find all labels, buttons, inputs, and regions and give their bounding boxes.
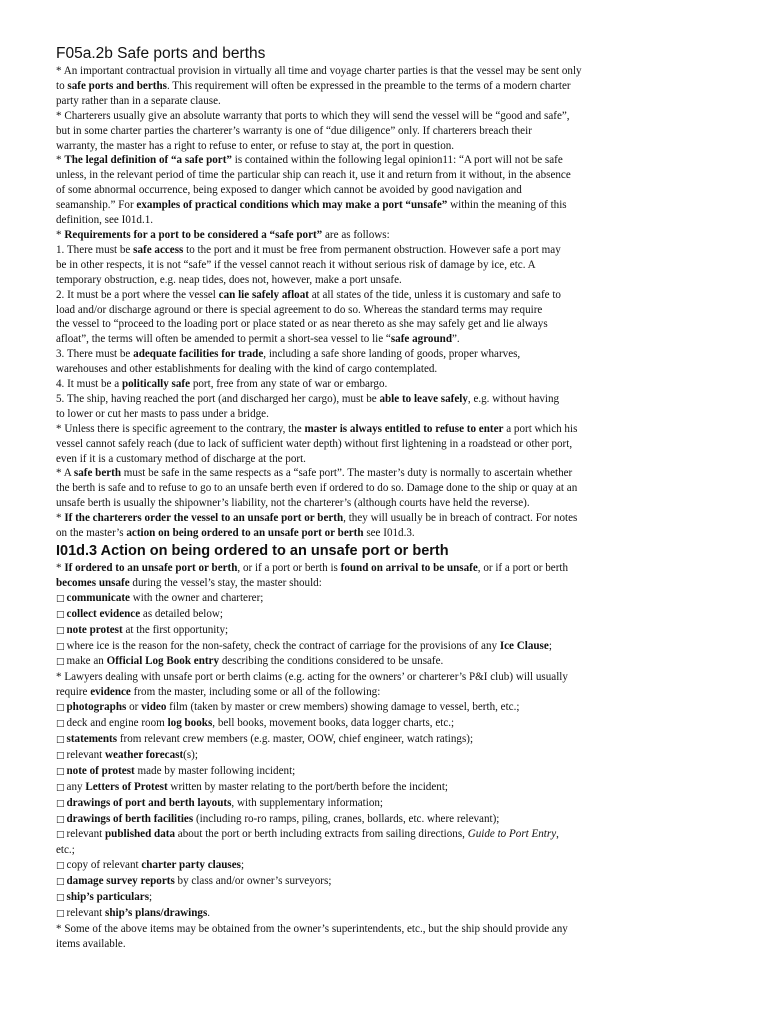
text-line	[56, 639, 656, 655]
text-line	[56, 843, 656, 858]
bold-text: weather forecast	[105, 748, 184, 761]
bullet-box-icon: □	[56, 625, 65, 636]
bullet-box-icon: □	[56, 750, 65, 761]
text-run: definition, see I01d.1.	[56, 214, 154, 227]
text-run: vessel cannot safely reach (due to lack of sufficient water depth) without first lightening in a roadstead or other port,	[56, 437, 573, 450]
bold-text: published data	[105, 828, 176, 841]
text-line	[56, 183, 656, 198]
text-line	[56, 732, 656, 748]
text-line	[56, 407, 656, 422]
text-line	[56, 64, 656, 79]
text-run: , e.g. without having	[467, 392, 560, 405]
text-run: , or if a port or berth	[477, 562, 569, 574]
text-run: * An important contractual provision in virtually all time and voyage charter parties is that the vessel may be sent only	[56, 65, 582, 77]
section-heading-safe-ports: F05a.2b Safe ports and berths	[56, 45, 266, 62]
text-run: must be safe in the same respects as a “safe port”. The master’s duty is normally to ascertain whether	[121, 467, 573, 480]
text-run: the berth is safe and to refuse to go to an unsafe berth even if ordered to do so. Damage done to the ship or quay at an	[56, 482, 578, 495]
text-run: describing the conditions considered to be unsafe.	[219, 655, 444, 668]
text-line	[56, 716, 656, 732]
text-line	[56, 576, 656, 591]
text-line	[56, 827, 656, 843]
text-run: ,	[556, 828, 559, 841]
text-run: * Some of the above items may be obtained from the owner’s superintendents, etc., but the ship should provide any	[56, 922, 568, 935]
text-run: afloat”, the terms will often be amended to permit a short-sea vessel to lie “	[56, 333, 391, 346]
text-line	[56, 94, 656, 109]
bold-text: action on being ordered to an unsafe port or berth	[126, 527, 364, 540]
text-run: *	[56, 228, 65, 241]
text-run: warehouses and other establishments for dealing with the kind of cargo contemplated.	[56, 363, 438, 376]
bullet-box-icon: □	[56, 782, 65, 793]
text-run: 1. There must be	[56, 243, 134, 256]
bold-text: examples of practical conditions which may make a port “unsafe”	[136, 199, 448, 212]
text-line	[56, 906, 656, 922]
text-line	[56, 700, 656, 716]
text-run: etc.;	[56, 844, 75, 857]
bold-text: collect evidence	[66, 607, 141, 620]
text-line	[56, 922, 656, 937]
text-run: require	[56, 686, 91, 699]
text-run: * Charterers usually give an absolute warranty that ports to which they will send the vessel will be “good and safe”,	[56, 109, 570, 122]
text-line	[56, 288, 656, 303]
text-line	[56, 466, 656, 481]
text-run: with the owner and charterer;	[129, 591, 264, 604]
text-line	[56, 812, 656, 828]
bold-text: If ordered to an unsafe port or berth	[64, 562, 238, 574]
text-line	[56, 153, 656, 168]
bullet-box-icon: □	[56, 641, 65, 652]
bold-text: Letters of Protest	[85, 780, 168, 793]
bold-text: charter party clauses	[141, 859, 241, 872]
text-run: film (taken by master or crew members) showing damage to vessel, berth, etc.;	[166, 701, 520, 714]
text-run: 3. There must be	[56, 348, 134, 361]
text-run: , with supplementary information;	[231, 796, 383, 809]
text-run: deck and engine room	[66, 717, 168, 730]
bold-text: becomes unsafe	[56, 576, 130, 589]
text-line	[56, 496, 656, 511]
text-run: to lower or cut her masts to pass under a bridge.	[56, 407, 269, 420]
text-run: to	[56, 79, 68, 92]
text-line	[56, 139, 656, 154]
text-line	[56, 392, 656, 407]
text-line	[56, 198, 656, 213]
text-run: as detailed below;	[140, 607, 224, 620]
text-line	[56, 623, 656, 639]
text-run: even if it is a customary method of discharge at the port.	[56, 452, 306, 465]
text-run: or	[126, 701, 142, 714]
text-line	[56, 748, 656, 764]
text-run: * Unless there is specific agreement to the contrary, the	[56, 422, 305, 435]
text-line	[56, 437, 656, 452]
text-run: (s);	[183, 748, 198, 761]
bullet-box-icon: □	[56, 609, 65, 620]
bold-text: log books	[167, 717, 213, 730]
text-run: *	[56, 512, 65, 525]
text-run: items available.	[56, 937, 126, 950]
text-run: *	[56, 562, 65, 574]
bold-text: politically safe	[121, 378, 191, 391]
text-line	[56, 796, 656, 812]
bold-text: can lie safely afloat	[218, 288, 309, 301]
text-line	[56, 685, 656, 700]
bold-text: communicate	[66, 591, 130, 604]
text-run: , they will usually be in breach of contract. For notes	[343, 512, 578, 525]
text-line	[56, 670, 656, 685]
text-line	[56, 607, 656, 623]
text-run: load and/or discharge aground or there is special agreement to do so. Whereas the standard terms may require	[56, 303, 543, 316]
bullet-box-icon: □	[56, 657, 65, 668]
text-run: , bell books, movement books, data logger charts, etc.;	[212, 717, 455, 730]
bullet-box-icon: □	[56, 798, 65, 809]
text-run: within the meaning of this	[447, 199, 567, 212]
bold-text: adequate facilities for trade	[133, 348, 264, 361]
text-line	[56, 874, 656, 890]
text-run: is contained within the following legal opinion11: “A port will not be safe	[231, 154, 563, 167]
text-run: party rather than in a separate clause.	[56, 94, 221, 107]
text-run: , or if a port or berth is	[237, 562, 341, 574]
bold-text: drawings of berth facilities	[66, 812, 194, 825]
bold-text: Requirements for a port to be considered a “safe port”	[64, 228, 323, 241]
bullet-box-icon: □	[56, 908, 65, 919]
text-run: *	[56, 154, 65, 167]
text-line	[56, 511, 656, 526]
bold-text: video	[141, 701, 167, 714]
text-line	[56, 764, 656, 780]
bold-text: drawings of port and berth layouts	[66, 796, 232, 809]
text-run: ”.	[452, 333, 460, 346]
bold-text: The legal definition of “a safe port”	[64, 154, 232, 167]
text-run: .	[207, 906, 211, 919]
text-run: * A	[56, 467, 74, 480]
bold-text: photographs	[66, 701, 127, 714]
document-page	[56, 44, 656, 952]
text-run: but in some charter parties the charterer’s warranty is one of “due diligence” only. If charterers breach their	[56, 124, 532, 137]
bold-text: If the charterers order the vessel to an unsafe port or berth	[64, 512, 344, 525]
text-run: ;	[548, 639, 552, 652]
text-run: relevant	[66, 828, 106, 841]
bold-text: evidence	[90, 686, 131, 699]
text-run: where ice is the reason for the non-safety, check the contract of carriage for the provisions of any	[66, 639, 500, 652]
bullet-box-icon: □	[56, 877, 65, 888]
text-run: at the first opportunity;	[122, 623, 229, 636]
text-run: a port which his	[503, 422, 578, 435]
bold-text: safe ports and berths	[67, 79, 167, 92]
text-line	[56, 561, 656, 576]
text-run: temporary obstruction, e.g. neap tides, does not, however, make a port unsafe.	[56, 273, 402, 286]
text-run: unless, in the relevant period of time the particular ship can reach it, use it and return from it without, in the absence	[56, 169, 571, 182]
text-line	[56, 422, 656, 437]
text-line	[56, 332, 656, 347]
bullet-box-icon: □	[56, 814, 65, 825]
italic-text: Guide to Port Entry	[467, 828, 557, 841]
section-heading-unsafe-port-action: I01d.3 Action on being ordered to an unsafe port or berth	[56, 543, 449, 559]
text-line	[56, 858, 656, 874]
text-line	[56, 303, 656, 318]
text-line	[56, 937, 656, 952]
text-line	[56, 168, 656, 183]
text-run: unsafe berth is usually the shipowner’s liability, not the charterer’s (although courts have held the reverse).	[56, 497, 530, 510]
bold-text: note protest	[66, 623, 123, 636]
text-run: . This requirement will often be expressed in the preamble to the terms of a modern charter	[166, 79, 571, 92]
text-run: 4. It must be a	[56, 378, 122, 391]
text-run: copy of relevant	[66, 859, 142, 872]
bold-text: damage survey reports	[66, 875, 175, 888]
text-line	[56, 109, 656, 124]
text-line	[56, 591, 656, 607]
text-run: on the master’s	[56, 527, 127, 540]
text-run: from the master, including some or all of the following:	[130, 686, 381, 699]
bold-text: note of protest	[66, 764, 135, 777]
bold-text: found on arrival to be unsafe	[340, 562, 478, 574]
text-run: make an	[66, 655, 107, 668]
text-run: at all states of the tide, unless it is customary and safe to	[308, 288, 561, 301]
text-line	[56, 273, 656, 288]
text-run: written by master relating to the port/berth before the incident;	[167, 780, 448, 793]
bold-text: safe aground	[390, 333, 452, 346]
text-run: be in other respects, it is not “safe” if the vessel cannot reach it without serious risk of damage by ice, etc. A	[56, 258, 536, 271]
text-run: warranty, the master has a right to refuse to enter, or refuse to stay at, the port in question.	[56, 139, 455, 152]
text-run: of some abnormal occurrence, being exposed to danger which cannot be avoided by good navigation and	[56, 184, 522, 197]
bullet-box-icon: □	[56, 893, 65, 904]
text-run: made by master following incident;	[134, 764, 296, 777]
text-line	[56, 317, 656, 332]
section-body-unsafe-port-action	[56, 561, 656, 952]
bold-text: Official Log Book entry	[106, 655, 220, 668]
text-run: about the port or berth including extracts from sailing directions,	[175, 828, 468, 841]
text-line	[56, 362, 656, 377]
text-line	[56, 124, 656, 139]
text-run: any	[66, 780, 86, 793]
text-run: seamanship.” For	[56, 199, 137, 212]
text-run: 2. It must be a port where the vessel	[56, 288, 219, 301]
text-line	[56, 228, 656, 243]
text-run: * Lawyers dealing with unsafe port or berth claims (e.g. acting for the owners’ or charterer’s P&I club) will usually	[56, 671, 568, 684]
text-run: from relevant crew members (e.g. master, OOW, chief engineer, watch ratings);	[117, 732, 474, 745]
text-run: 5. The ship, having reached the port (and discharged her cargo), must be	[56, 392, 380, 405]
bold-text: Ice Clause	[499, 639, 549, 652]
bold-text: master is always entitled to refuse to enter	[304, 422, 504, 435]
text-run: ;	[149, 891, 153, 904]
text-line	[56, 481, 656, 496]
text-run: are as follows:	[322, 228, 390, 241]
text-line	[56, 526, 656, 541]
text-line	[56, 452, 656, 467]
text-line	[56, 377, 656, 392]
bold-text: safe access	[133, 243, 184, 256]
bullet-box-icon: □	[56, 734, 65, 745]
bullet-box-icon: □	[56, 593, 65, 604]
bold-text: ship’s plans/drawings	[105, 906, 208, 919]
text-run: , including a safe shore landing of goods, proper wharves,	[263, 348, 521, 361]
text-line	[56, 890, 656, 906]
bold-text: ship’s particulars	[66, 891, 150, 904]
bold-text: able to leave safely	[379, 392, 468, 405]
text-line	[56, 347, 656, 362]
text-run: by class and/or owner’s surveyors;	[174, 875, 332, 888]
bold-text: safe berth	[73, 467, 122, 480]
text-line	[56, 243, 656, 258]
text-run: relevant	[66, 748, 106, 761]
text-run: see I01d.3.	[363, 527, 415, 540]
text-run: (including ro-ro ramps, piling, cranes, bollards, etc. where relevant);	[193, 812, 500, 825]
bold-text: statements	[66, 732, 118, 745]
bullet-box-icon: □	[56, 861, 65, 872]
text-run: during the vessel’s stay, the master should:	[129, 576, 322, 589]
text-run: relevant	[66, 906, 106, 919]
bullet-box-icon: □	[56, 830, 65, 841]
bullet-box-icon: □	[56, 703, 65, 714]
text-run: the vessel to “proceed to the loading port or place stated or as near thereto as she may safely get and lie always	[56, 318, 548, 331]
section-body-safe-ports	[56, 64, 656, 541]
bullet-box-icon: □	[56, 766, 65, 777]
text-line	[56, 79, 656, 94]
text-line	[56, 654, 656, 670]
text-run: port, free from any state of war or embargo.	[190, 378, 388, 391]
text-line	[56, 258, 656, 273]
text-run: ;	[241, 859, 245, 872]
text-line	[56, 213, 656, 228]
text-run: to the port and it must be free from permanent obstruction. However safe a port may	[183, 243, 561, 256]
bullet-box-icon: □	[56, 719, 65, 730]
text-line	[56, 780, 656, 796]
